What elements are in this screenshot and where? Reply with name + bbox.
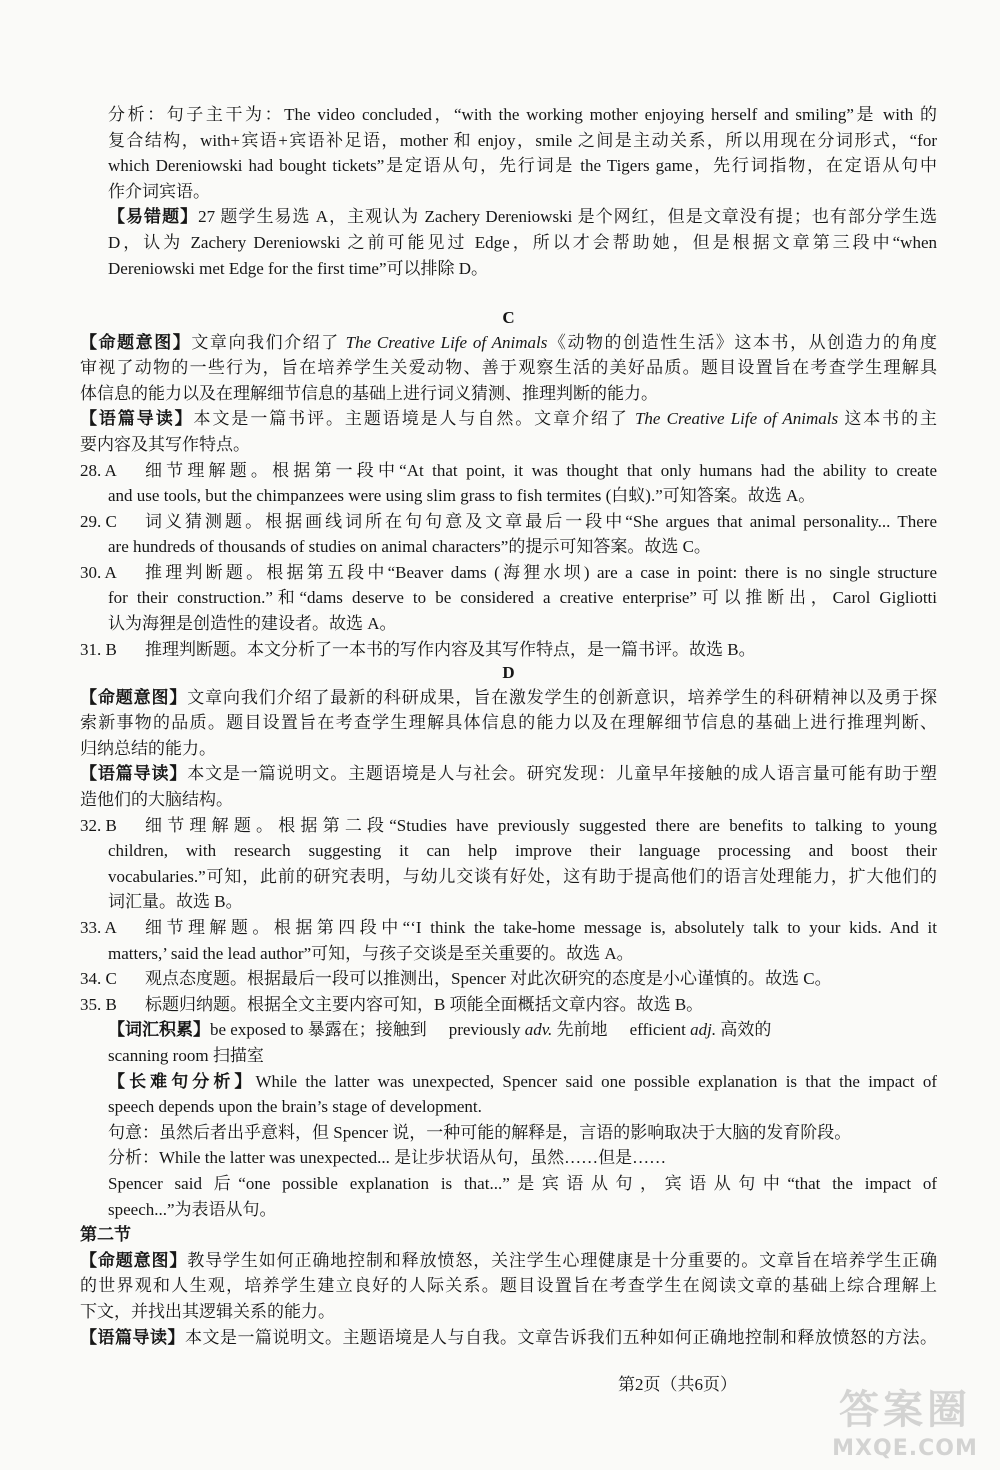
analysis-line: which Dereniowski had bought tickets”是定语从句，先行词是 the Tigers game，先行词指物，在定语从句中: [108, 156, 937, 176]
long-sentence-label: 【长难句分析】: [108, 1071, 256, 1091]
text-segment: 本文是一篇说明文。主题语境是人与自我。文章告诉我们五种如何正确地控制和释放愤怒的方法。: [185, 1327, 937, 1347]
guide-line: [80, 761, 937, 787]
vocab-term: be exposed to: [210, 1020, 304, 1040]
answer-number: 28. A: [80, 460, 117, 480]
long-sentence-line: [108, 1069, 937, 1095]
text-segment: 文章向我们介绍了最新的科研成果，旨在激发学生的创新意识，培养学生的科研精神以及勇于探: [187, 687, 937, 707]
long-sentence-line: speech depends upon the brain’s stage of development.: [108, 1097, 482, 1117]
answer-line: and use tools, but the chimpanzees were using slim grass to fish termites (白蚁).”可知答案。故选 A。: [108, 486, 816, 506]
answer-line: vocabularies.”可知，此前的研究表明，与幼儿交谈有好处，这有助于提高他们的语言处理能力，扩大他们的: [108, 866, 937, 886]
guide-line: [80, 406, 937, 432]
guide-line: 造他们的大脑结构。: [80, 790, 233, 810]
answer-first-line: [80, 560, 937, 586]
intent-line: 下文，并找出其逻辑关系的能力。: [80, 1301, 335, 1321]
vocab-pos: adv.: [524, 1020, 553, 1040]
text-segment: 教导学生如何正确地控制和释放愤怒，关注学生心理健康是十分重要的。文章旨在培养学生正确: [187, 1250, 937, 1270]
answer-number: 29. C: [80, 511, 117, 531]
answer-first-line: [80, 509, 937, 535]
error-prone-label: 【易错题】: [108, 207, 199, 227]
guide-line: [80, 1325, 937, 1351]
vocab-term: scanning room: [108, 1045, 209, 1065]
error-prone-line: Dereniowski met Edge for the first time”可以排除 D。: [108, 258, 489, 278]
answer-item: [80, 992, 937, 1018]
text-segment: 本文是一篇书评。主题语境是人与自然。文章介绍了: [193, 409, 635, 429]
answer-line: 词义猜测题。根据画线词所在句句意及文章最后一段中“She argues that animal personality... There: [145, 511, 937, 531]
answer-number: 34. C: [80, 969, 117, 989]
text-segment: While the latter was unexpected, Spencer said one possible explanation is that the impact of: [255, 1071, 937, 1091]
watermark: [815, 1386, 995, 1468]
error-prone-line: [108, 204, 937, 230]
text-segment: 《动物的创造性生活》这本书，从创造力的角度: [547, 332, 937, 352]
vocab-term: previously: [448, 1020, 521, 1040]
intent-label: 【命题意图】: [80, 332, 192, 352]
analysis-line: 分析：句子主干为：The video concluded，“with the working mother enjoying herself and smiling”是 with 的: [108, 105, 937, 124]
answer-key-page: [80, 102, 937, 1350]
vocab-entry: [449, 1020, 608, 1039]
answer-line: 细节理解题。根据第二段“Studies have previously suggested there are benefits to talking to young: [145, 815, 937, 835]
text-segment: 本文是一篇说明文。主题语境是人与社会。研究发现：儿童早年接触的成人语言量可能有助于塑: [187, 764, 937, 784]
answer-item: [80, 637, 937, 663]
answer-number: 35. B: [80, 994, 117, 1014]
book-title: The Creative Life of Animals: [634, 409, 839, 429]
error-prone-line: D，认为 Zachery Dereniowski 之前可能见过 Edge，所以才会帮助她，但是根据文章第三段中“when: [108, 232, 937, 252]
intent-line: [80, 330, 937, 356]
answer-number: 33. A: [80, 918, 117, 937]
intent-label: 【命题意图】: [80, 687, 188, 707]
analysis-line: 作介词宾语。: [108, 181, 210, 201]
analysis-line: 复合结构，with+宾语+宾语补足语，mother 和 enjoy，smile 之间是主动关系，所以用现在分词形式，“for: [108, 130, 937, 150]
answer-item: [80, 915, 937, 966]
answer-line: 词汇量。故选 B。: [108, 892, 243, 912]
answer-number: 31. B: [80, 639, 117, 659]
guide-label: 【语篇导读】: [80, 764, 188, 784]
answer-line: 推理判断题。根据第五段中“Beaver dams (海狸水坝) are a case in point: there is no single structure: [145, 562, 937, 582]
text-segment: 文章向我们介绍了: [191, 332, 346, 352]
vocab-entry: [108, 1046, 264, 1065]
guide-label: 【语篇导读】: [80, 1327, 185, 1347]
sentence-analysis: speech...”为表语从句。: [108, 1199, 277, 1219]
vocab-pos: adj.: [690, 1020, 717, 1040]
intent-line: 的世界观和人生观，培养学生建立良好的人际关系。题目设置旨在考查学生在阅读文章的基础上综合理解上: [80, 1276, 937, 1296]
answer-first-line: [80, 813, 937, 839]
answer-line: matters,’ said the lead author”可知，与孩子交谈是至关重要的。故选 A。: [108, 943, 634, 963]
answer-line: children, with research suggesting it can help improve their language processing and boost their: [108, 841, 937, 861]
answer-line: 认为海狸是创造性的建设者。故选 A。: [108, 614, 397, 634]
guide-line: 要内容及其写作特点。: [80, 434, 250, 454]
answer-line: are hundreds of thousands of studies on animal characters”的提示可知答案。故选 C。: [108, 537, 711, 557]
answer-item: [80, 966, 937, 992]
answer-item: [80, 813, 937, 915]
answer-first-line: [80, 966, 937, 992]
section-heading: D: [502, 663, 515, 683]
guide-label: 【语篇导读】: [80, 409, 194, 429]
intent-line: 体信息的能力以及在理解细节信息的基础上进行词义猜测、推理判断的能力。: [80, 383, 658, 403]
answer-item: [80, 560, 937, 637]
section-2: [80, 1222, 937, 1350]
intent-line: [80, 1248, 937, 1274]
book-title: The Creative Life of Animals: [345, 332, 548, 352]
sentence-meaning: 句意：虽然后者出乎意料，但 Spencer 说，一种可能的解释是，言语的影响取决于大脑的发育阶段。: [108, 1122, 852, 1142]
text-segment: 这本书的主: [838, 409, 937, 429]
sentence-analysis: Spencer said 后“one possible explanation is that...”是宾语从句，宾语从句中“that the impact of: [108, 1173, 937, 1193]
vocab-label: 【词汇积累】: [108, 1020, 210, 1040]
answer-first-line: [80, 992, 937, 1018]
watermark-site: MXQE.COM: [832, 1436, 978, 1461]
answer-number: 32. B: [80, 815, 117, 835]
vocab-meaning: 暴露在；接触到: [307, 1020, 427, 1040]
intent-label: 【命题意图】: [80, 1250, 188, 1270]
answer-first-line: [80, 637, 937, 663]
intent-line: 索新事物的品质。题目设置旨在考查学生理解具体信息的能力以及在理解细节信息的基础上进行推理判断、: [80, 713, 937, 733]
section-d: [80, 662, 937, 1222]
answer-first-line: [80, 458, 937, 484]
answer-line: 推理判断题。本文分析了一本书的写作内容及其写作特点，是一篇书评。故选 B。: [145, 639, 756, 659]
answer-line: 细节理解题。根据第一段中“At that point, it was thought that only humans had the ability to create: [145, 460, 937, 480]
section-heading: C: [502, 308, 515, 328]
analysis-block: [108, 102, 937, 281]
watermark-logo: 答案圈: [839, 1387, 971, 1433]
error-prone-text: 27 题学生易选 A，主观认为 Zachery Dereniowski 是个网红，但是文章没有提；也有部分学生选: [198, 207, 937, 227]
answer-line: 标题归纳题。根据全文主要内容可知，B 项能全面概括文章内容。故选 B。: [145, 994, 704, 1014]
vocab-meaning: 先前地: [556, 1020, 608, 1040]
page-number: 第2页（共6页）: [618, 1375, 737, 1394]
vocab-line: [108, 1043, 937, 1069]
answer-line: 观点态度题。根据最后一段可以推测出，Spencer 对此次研究的态度是小心谨慎的。故选 C。: [145, 969, 832, 989]
intent-line: 审视了动物的一些行为，旨在培养学生关爱动物、善于观察生活的美好品质。题目设置旨在考查学生理解具: [80, 358, 937, 378]
vocab-entry: [210, 1020, 427, 1039]
section-c: [80, 307, 937, 662]
intent-line: [80, 685, 937, 711]
answer-line: for their construction.”和“dams deserve to be considered a creative enterprise”可以推断出，Carol Gigliotti: [108, 588, 937, 608]
intent-line: 归纳总结的能力。: [80, 738, 216, 758]
answer-number: 30. A: [80, 562, 117, 582]
answer-line: 细节理解题。根据第四段中“‘I think the take-home message is, absolutely talk to your kids. And it: [145, 918, 937, 937]
answer-first-line: [80, 915, 937, 941]
vocab-meaning: 高效的: [720, 1020, 772, 1040]
section-heading: 第二节: [80, 1225, 131, 1245]
sentence-analysis: 分析：While the latter was unexpected... 是让步状语从句，虽然……但是……: [108, 1148, 667, 1168]
vocab-line: [108, 1017, 937, 1043]
vocab-term: efficient: [629, 1020, 686, 1040]
vocab-entry: [630, 1020, 772, 1039]
answer-item: [80, 509, 937, 560]
vocab-meaning: 扫描室: [212, 1045, 264, 1065]
answer-item: [80, 458, 937, 509]
